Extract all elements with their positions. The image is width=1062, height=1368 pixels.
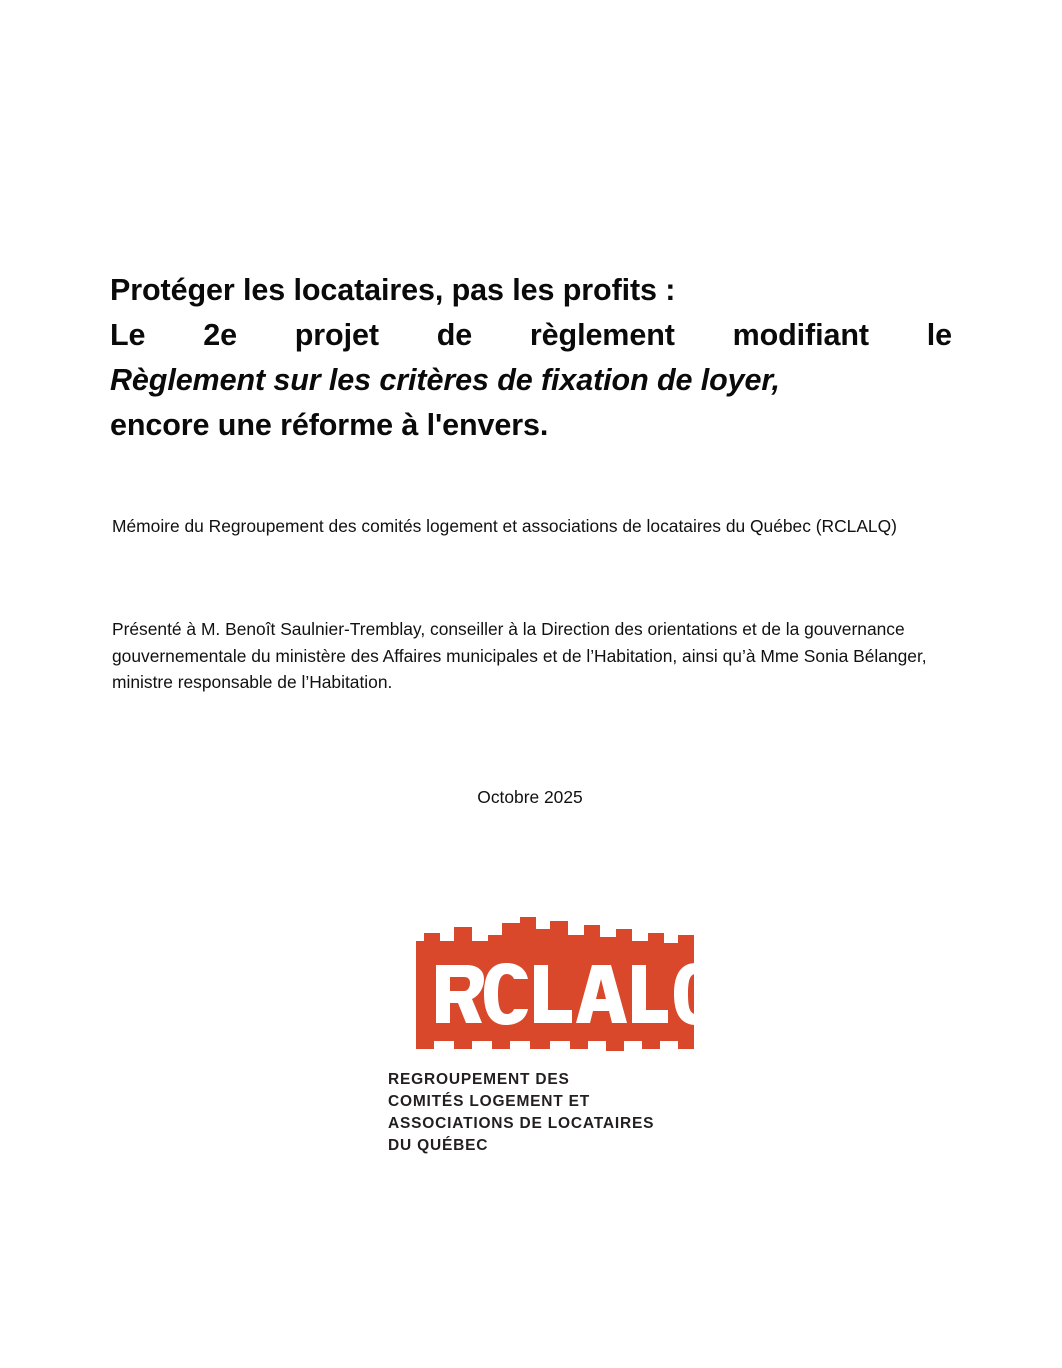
memoir-attribution: Mémoire du Regroupement des comités logement et associations de locataires du Québec (RCLALQ): [112, 516, 897, 536]
rclalq-logo: [380, 915, 740, 1205]
rclalq-wordmark-icon: [410, 915, 710, 1055]
title-line-1: Protéger les locataires, pas les profits :: [110, 273, 676, 307]
presented-to-paragraph: Présenté à M. Benoît Saulnier-Tremblay, conseiller à la Direction des orientations et de la gouvernance gouvernementale du ministère des Affaires municipales et de l’Habitation, ainsi qu’à Mme Sonia Bélanger, ministre responsable de l’Habitation.: [112, 619, 927, 692]
tagline-line-2: COMITÉS LOGEMENT ET: [388, 1093, 591, 1110]
title-line-3: Règlement sur les critères de fixation de loyer,: [110, 363, 780, 397]
title-line-4: encore une réforme à l'envers.: [110, 408, 549, 442]
tagline-line-4: DU QUÉBEC: [388, 1137, 489, 1154]
tagline-line-1: REGROUPEMENT DES: [388, 1071, 570, 1088]
tagline-line-3: ASSOCIATIONS DE LOCATAIRES: [388, 1115, 655, 1132]
document-title: [110, 268, 952, 448]
rclalq-tagline: [388, 1069, 740, 1157]
title-line-2: Le 2e projet de règlement modifiant le: [110, 318, 952, 352]
document-date: Octobre 2025: [477, 787, 583, 807]
